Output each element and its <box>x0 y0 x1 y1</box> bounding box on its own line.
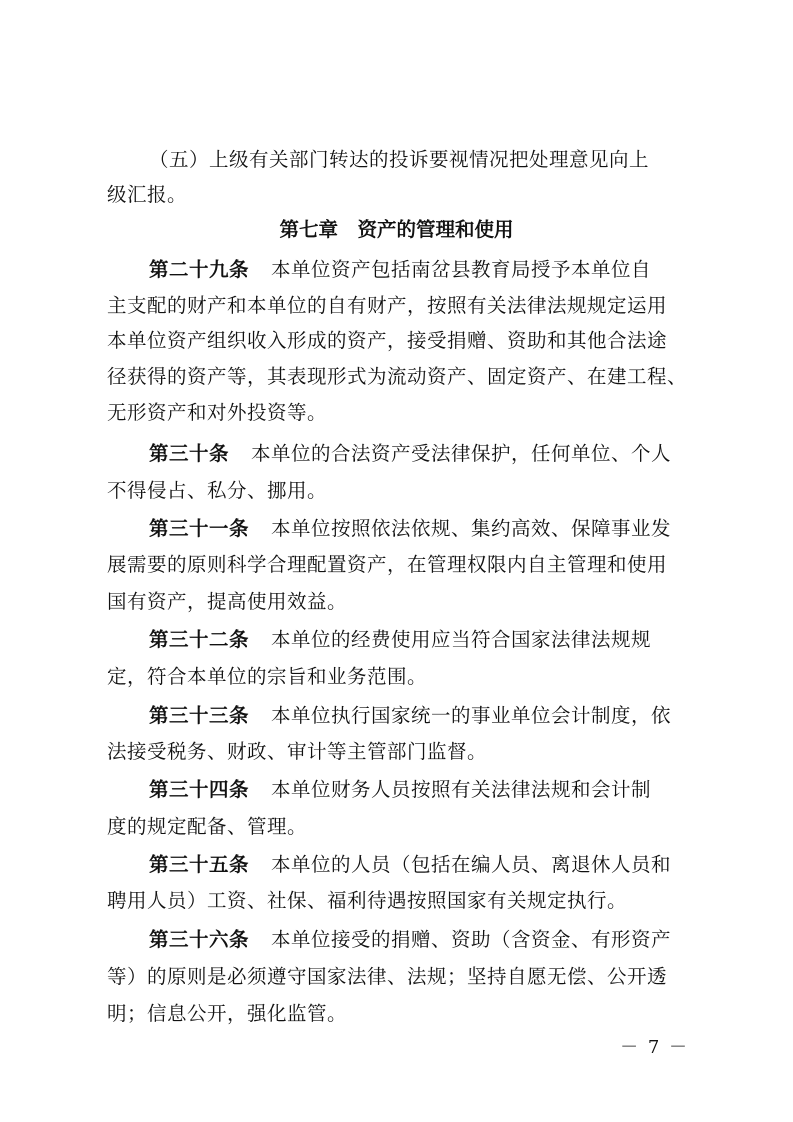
article-31-label: 第三十一条 <box>149 517 250 540</box>
article-32-text-1: 本单位的经费使用应当符合国家法律法规规 <box>271 628 652 651</box>
article-32-line-1 <box>149 626 651 654</box>
article-36-text-1: 本单位接受的捐赠、资助（含资金、有形资产 <box>271 928 672 951</box>
article-33-label: 第三十三条 <box>149 704 250 727</box>
article-31-line-2: 展需要的原则科学合理配置资产，在管理权限内自主管理和使用 <box>107 553 668 576</box>
article-36-line-2: 等）的原则是必须遵守国家法律、法规；坚持自愿无偿、公开透 <box>107 965 668 988</box>
article-35-line-1 <box>149 851 671 879</box>
article-36-line-1 <box>149 926 671 954</box>
paragraph-5-line-2: 级汇报。 <box>107 183 188 206</box>
article-32-line-2: 定，符合本单位的宗旨和业务范围。 <box>107 665 428 688</box>
article-34-label: 第三十四条 <box>149 778 250 801</box>
article-35-text-1: 本单位的人员（包括在编人员、离退休人员和 <box>271 853 672 876</box>
article-29-line-3: 本单位资产组织收入形成的资产，接受捐赠、资助和其他合法途 <box>107 329 668 352</box>
article-33-line-2: 法接受税务、财政、审计等主管部门监督。 <box>107 740 488 763</box>
article-32-label: 第三十二条 <box>149 628 250 651</box>
page-number: － 7 － <box>620 1037 689 1058</box>
article-29-line-5: 无形资产和对外投资等。 <box>107 401 328 424</box>
article-33-line-1 <box>149 702 671 730</box>
article-36-line-3: 明；信息公开，强化监管。 <box>107 1002 348 1025</box>
paragraph-5-line-1: （五）上级有关部门转达的投诉要视情况把处理意见向上 <box>149 148 650 171</box>
article-29-line-4: 径获得的资产等，其表现形式为流动资产、固定资产、在建工程、 <box>107 365 688 388</box>
article-29-label: 第二十九条 <box>149 258 250 281</box>
article-33-text-1: 本单位执行国家统一的事业单位会计制度，依 <box>271 704 672 727</box>
article-30-label: 第三十条 <box>149 442 230 465</box>
article-34-line-2: 度的规定配备、管理。 <box>107 815 308 838</box>
chapter-title: 第七章 资产的管理和使用 <box>279 218 514 241</box>
article-35-line-2: 聘用人员）工资、社保、福利待遇按照国家有关规定执行。 <box>107 889 628 912</box>
article-30-text-1: 本单位的合法资产受法律保护，任何单位、个人 <box>251 442 672 465</box>
article-29-line-2: 主支配的财产和本单位的自有财产，按照有关法律法规规定运用 <box>107 294 668 317</box>
article-30-line-2: 不得侵占、私分、挪用。 <box>107 479 328 502</box>
article-29-text-1: 本单位资产包括南岔县教育局授予本单位自 <box>271 258 652 281</box>
article-31-line-1 <box>149 515 671 543</box>
article-34-text-1: 本单位财务人员按照有关法律法规和会计制 <box>271 778 652 801</box>
article-36-label: 第三十六条 <box>149 928 250 951</box>
article-31-text-1: 本单位按照依法依规、集约高效、保障事业发 <box>271 517 672 540</box>
article-34-line-1 <box>149 776 651 804</box>
article-35-label: 第三十五条 <box>149 853 250 876</box>
article-30-line-1 <box>149 440 671 468</box>
article-29-line-1 <box>149 256 651 284</box>
article-31-line-3: 国有资产，提高使用效益。 <box>107 590 348 613</box>
